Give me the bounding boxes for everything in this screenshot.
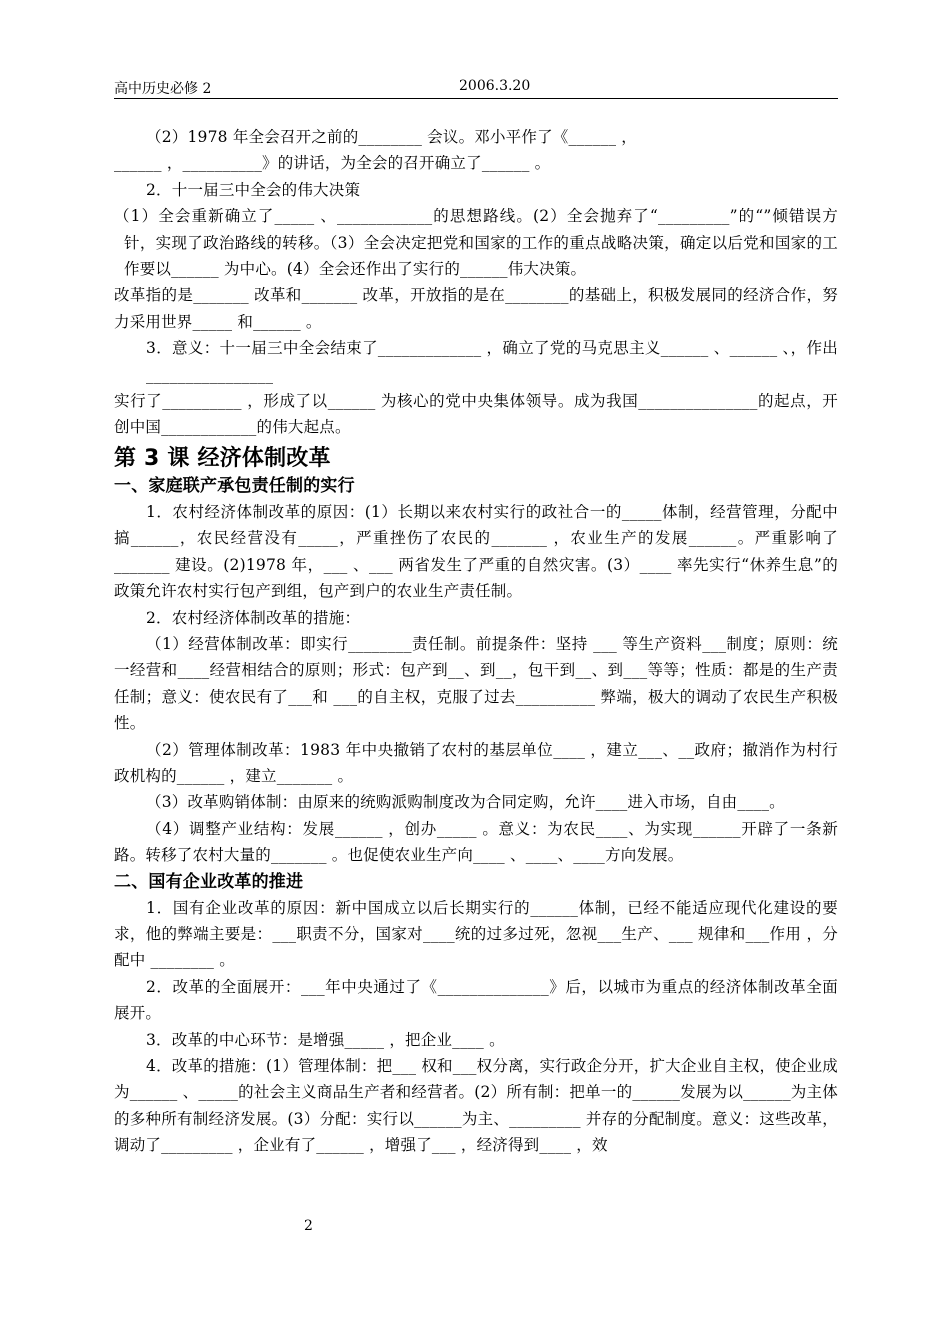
paragraph: （4）调整产业结构：发展______ ，创办_____ 。意义：为农民____、为实现______开辟了一条新路。转移了农村大量的_______ 。也促使农业生产向____ 、____、____方向发展。	[114, 819, 838, 865]
paragraph: 1．国有企业改革的原因：新中国成立以后长期实行的______体制，已经不能适应现代化建设的要求，他的弊端主要是：___职责不分，国家对____统的过多过死，忽视___生产、___ 规律和___作用 ，分配中 ________ 。	[114, 898, 838, 970]
section-heading: 一、家庭联产承包责任制的实行	[114, 475, 355, 496]
paragraph: 4．改革的措施：(1）管理体制：把___ 权和___权分离，实行政企分开，扩大企业自主权，使企业成为______ 、_____的社会主义商品生产者和经营者。(2）所有制：把单一的______发展为以______为主体的多种所有制经济发展。(3）分配：实行以______为主、_________ 并存的分配制度。意义：这些改革，调动了_________ ，企业有了______ ，增强了___ ，经济得到____ ，效	[114, 1057, 838, 1155]
paragraph: （2）管理体制改革：1983 年中央撤销了农村的基层单位____ ，建立___、__政府；撤消作为村行政机构的______ ，建立_______ 。	[114, 740, 838, 785]
paragraph: 1．农村经济体制改革的原因：(1）长期以来农村实行的政社合一的_____体制，经营管理，分配中搞______，农民经营没有_____，严重挫伤了农民的_______ ，农业生产的发展______。严重影响了_______ 建设。(2)1978 年，___ 、___ 两省发生了严重的自然灾害。(3）____ 率先实行“休养生息”的政策允许农村实行包产到组，包产到户的农业生产责任制。	[114, 502, 838, 601]
page-header	[114, 78, 838, 99]
page-number: 2	[304, 1218, 313, 1234]
paragraph: 改革指的是_______ 改革和_______ 改革，开放指的是在________的基础上，积极发展同的经济合作，努力采用世界_____ 和______ 。	[114, 286, 838, 331]
paragraph: 2．改革的全面展开：___年中央通过了《______________》后，以城市为重点的经济体制改革全面展开。	[114, 977, 838, 1023]
paragraph: （1）经营体制改革：即实行________责任制。前提条件：坚持 ___ 等生产资料___制度；原则：统一经营和____经营相结合的原则；形式：包产到__、到__，包干到__、到___等等；性质：都是的生产责任制；意义：使农民有了___和 ___的自主权，克服了过去__________ 弊端，极大的调动了农民生产积极性。	[114, 634, 838, 733]
section-heading: 二、国有企业改革的推进	[114, 871, 304, 892]
paragraph: （2）1978 年全会召开之前的________ 会议。邓小平作了《______ ，	[146, 128, 637, 146]
header-course-title: 高中历史必修 2	[114, 81, 212, 97]
paragraph: 3．意义：十一届三中全会结束了_____________ ，确立了党的马克思主义______ 、______ 、，作出________________	[146, 339, 838, 384]
header-date: 2006.3.20	[459, 78, 531, 94]
lesson-title: 第 3 课 经济体制改革	[114, 445, 331, 471]
paragraph: （1）全会重新确立了_____ 、____________的思想路线。(2）全会抛弃了“_________”的“”倾错误方针，实现了政治路线的转移。（3）全会决定把党和国家的工作的重点战略决策，确定以后党和国家的工作要以______ 为中心。(4）全会还作出了实行的______伟大决策。	[114, 207, 838, 279]
document-body	[114, 124, 838, 1159]
paragraph: （3）改革购销体制：由原来的统购派购制度改为合同定购，允许____进入市场，自由____。	[146, 793, 785, 812]
paragraph: 实行了__________ ，形成了以______ 为核心的党中央集体领导。成为我国_______________的起点，开创中国____________的伟大起点。	[114, 392, 838, 437]
paragraph: 2．农村经济体制改革的措施：	[146, 608, 361, 627]
paragraph: 3．改革的中心环节：是增强_____ ，把企业____ 。	[146, 1030, 505, 1049]
paragraph: 2．十一届三中全会的伟大决策	[146, 180, 361, 199]
paragraph: ______ ，__________》的讲话，为全会的召开确立了______ 。	[114, 154, 551, 173]
